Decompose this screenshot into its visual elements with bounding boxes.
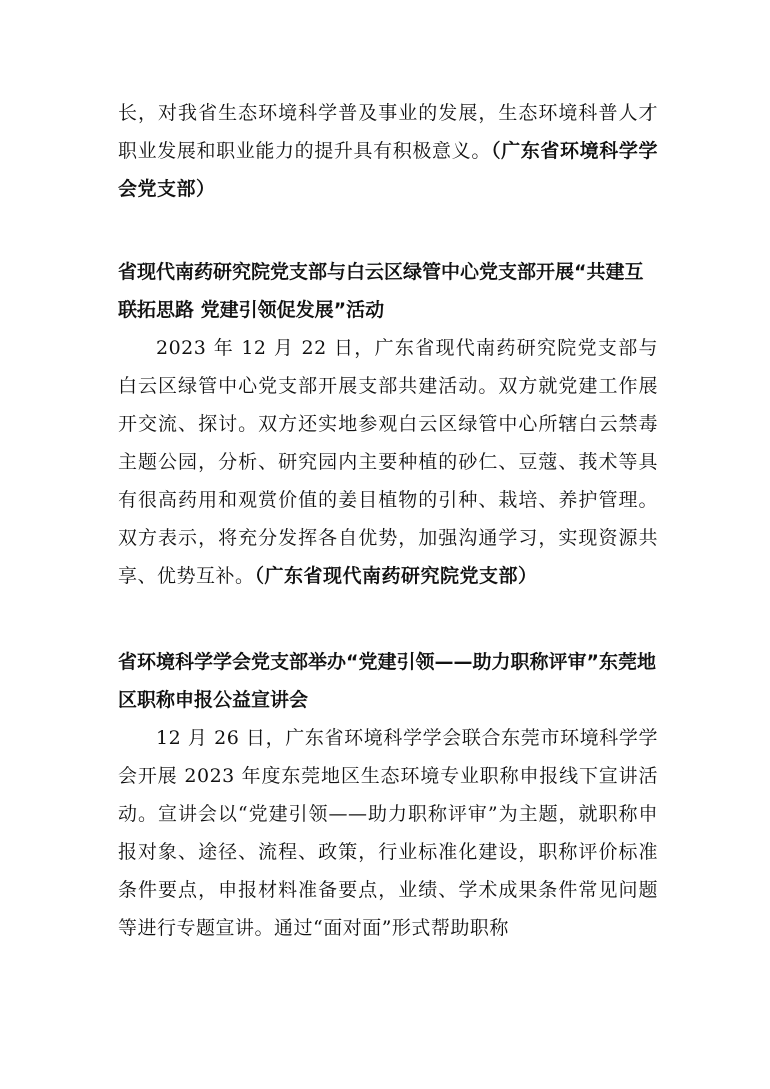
article-title: 省环境科学学会党支部举办“党建引领——助力职称评审”东莞地区职称申报公益宣讲会	[118, 651, 656, 711]
paragraph-text: 12 月 26 日，广东省环境科学学会联合东莞市环境科学学会开展 2023 年度东莞地区生态环境专业职称申报线下宣讲活动。宣讲会以“党建引领——助力职称评审”为主题，就职称申报对象、途径、流程、政策，行业标准化建设，职称评价标准条件要点，申报材料准备要点，业绩、学术成果条件常见问题等进行专题宣讲。通过“面对面”形式帮助职称	[118, 727, 658, 939]
paragraph-continuation	[118, 94, 658, 208]
article-paragraph	[118, 719, 658, 947]
source-attribution: （广东省现代南药研究院党支部）	[254, 565, 538, 587]
source-attribution: （广东省环境科学学会党支部）	[118, 140, 658, 200]
paragraph-text: 长，对我省生态环境科学普及事业的发展，生态环境科普人才职业发展和职业能力的提升具有积极意义。	[118, 102, 658, 162]
paragraph-text: 2023 年 12 月 22 日，广东省现代南药研究院党支部与白云区绿管中心党支部开展支部共建活动。双方就党建工作展开交流、探讨。双方还实地参观白云区绿管中心所辖白云禁毒主题公园，分析、研究园内主要种植的砂仁、豆蔻、莪术等具有很高药用和观赏价值的姜目植物的引种、栽培、养护管理。双方表示，将充分发挥各自优势，加强沟通学习，实现资源共享、优势互补。	[118, 337, 658, 587]
article-title: 省现代南药研究院党支部与白云区绿管中心党支部开展“共建互联拓思路 党建引领促发展”活动	[118, 261, 644, 321]
article-paragraph	[118, 329, 658, 595]
